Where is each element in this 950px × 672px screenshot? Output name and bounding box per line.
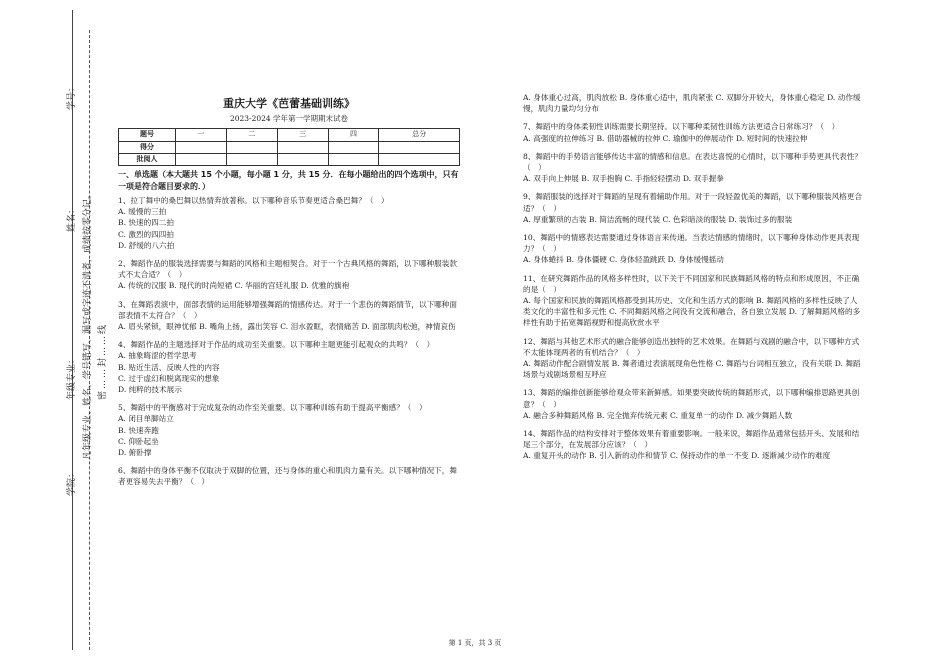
answer-option: A. 缓慢的三拍 [118, 207, 167, 217]
left-column [118, 98, 460, 488]
question-item [118, 402, 460, 458]
question-item [523, 336, 865, 381]
name-label: 姓名： [67, 204, 77, 232]
answer-option: A. 舞蹈动作配合剧情发展 B. 舞者通过表演展现角色性格 C. 舞蹈与台词相互独立，没有关联 D. 舞蹈场景与戏剧场景相互呼应 [523, 359, 861, 380]
answer-option: A. 传统的汉服 B. 现代的时尚短裙 C. 华丽的宫廷礼服 D. 优雅的旗袍 [118, 281, 350, 291]
question-item [523, 151, 865, 185]
answer-option: A. 高强度的拉伸练习 B. 借助器械的拉伸 C. 瑜伽中的伸展动作 D. 短时间的快速拉伸 [523, 133, 808, 143]
question-item [118, 465, 460, 487]
answer-option: D. 舒缓的八六拍 [118, 240, 175, 250]
question-item [523, 387, 865, 421]
question-text: 7、舞蹈中的身体柔韧性训练需要长期坚持。以下哪种柔韧性训练方法更适合日常练习？（ ） [523, 122, 840, 132]
answer-option: C. 过于虚幻和脱离现实的想象 [118, 373, 220, 383]
exam-title: 重庆大学《芭蕾基础训练》 [223, 97, 355, 110]
seal-text: 密……封……线 [98, 322, 108, 400]
score-header-cell: 三 [277, 129, 328, 141]
question-item [118, 339, 460, 395]
question-text: 9、舞蹈服装的选择对于舞蹈的呈现有着辅助作用。对于一段轻盈优美的舞蹈，以下哪种服装风格更合适？（ ） [523, 192, 862, 213]
question-item [118, 299, 460, 333]
question-text: 12、舞蹈与其他艺术形式的融合能够创造出独特的艺术效果。在舞蹈与戏剧的融合中，以下哪种方式不太能体现两者的有机结合？（ ） [523, 336, 860, 357]
score-cell [277, 141, 328, 153]
question-text: 4、舞蹈作品的主题选择对于作品的成功至关重要。以下哪种主题更能引起观众的共鸣？（ ） [118, 340, 435, 350]
question-item [523, 191, 865, 225]
question-text: 10、舞蹈中的情感表达需要通过身体语言来传递。当表达情感的情绪时，以下哪种身体动作更具表现力？（ ） [523, 233, 860, 254]
answer-option: B. 贴近生活、反映人性的内容 [118, 362, 220, 372]
score-cell [379, 141, 460, 153]
question-item [523, 428, 865, 462]
answer-option: A. 融合多种舞蹈风格 B. 完全抛弃传统元素 C. 重复单一的动作 D. 减少舞蹈人数 [523, 410, 793, 420]
answer-option: C. 激烈的四四拍 [118, 229, 174, 239]
question-text: 14、舞蹈作品的结构安排对于整体效果有着重要影响。一般来说，舞蹈作品通常包括开头、发展和结尾三个部分，在发展部分应该？（ ） [523, 429, 860, 450]
answer-option: A. 抽象晦涩的哲学思考 [118, 351, 197, 361]
grade-major-label: 年级专业： [67, 354, 77, 400]
question-text: 8、舞蹈中的手势语言能够传达丰富的情感和信息。在表达喜悦的心情时，以下哪种手势更具代表性？（ ） [523, 151, 862, 173]
right-column [523, 92, 865, 462]
question-item [118, 195, 460, 251]
answer-option: A. 厚重繁琐的古装 B. 简洁流畅的现代装 C. 色彩暗淡的服装 D. 装饰过多的服装 [523, 214, 793, 224]
score-row-label: 得分 [119, 141, 176, 153]
question-list [523, 92, 865, 462]
score-cell [176, 141, 227, 153]
score-cell [328, 141, 379, 153]
binding-strip [0, 0, 108, 672]
question-text: 11、在研究舞蹈作品的风格多样性时，以下关于不同国家和民族舞蹈风格的特点和形成原因，不正确的是（ ） [523, 273, 860, 294]
answer-option: C. 仰卧起坐 [118, 436, 159, 446]
score-header-cell: 四 [328, 129, 379, 141]
question-item [523, 92, 865, 114]
section-heading: 一、单选题（本大题共 15 个小题，每小题 1 分，共 15 分．在每小题给出的四个选项中，只有一项是符合题目要求的．） [118, 170, 459, 192]
question-item [523, 232, 865, 266]
answer-option: D. 俯卧撑 [118, 448, 152, 458]
answer-option: A. 身体重心过高，肌肉放松 B. 身体重心适中，肌肉紧张 C. 双脚分开较大，身体重心稳定 D. 动作缓慢，肌肉力量均匀分布 [523, 93, 861, 114]
question-text: 6、舞蹈中的身体平衡不仅取决于双脚的位置，还与身体的重心和肌肉力量有关。以下哪种情况下，舞者更容易失去平衡？（ ） [118, 466, 457, 487]
score-cell [176, 153, 227, 165]
question-text: 1、拉丁舞中的桑巴舞以热情奔放著称。以下哪种音乐节奏更适合桑巴舞？（ ） [118, 196, 389, 206]
answer-option: D. 纯粹的技术展示 [118, 385, 182, 395]
answer-option: A. 重复开头的动作 B. 引入新的动作和情节 C. 保持动作的单一不变 D. 逐渐减少动作的难度 [523, 451, 831, 461]
answer-option: B. 快速的四二拍 [118, 218, 174, 228]
answer-option: A. 身体蜷抖 B. 身体僵硬 C. 身体轻盈跳跃 D. 身体缓慢摇动 [523, 255, 724, 265]
score-header-cell: 总分 [379, 129, 460, 141]
score-header-cell: 题号 [119, 129, 176, 141]
question-item [523, 121, 865, 143]
question-text: 3、在舞蹈表演中，面部表情的运用能够增强舞蹈的情感传达。对于一个悲伤的舞蹈情节，以下哪种面部表情不太符合？（ ） [118, 299, 457, 320]
question-item [118, 258, 460, 292]
exam-subtitle: 2023-2024 学年第一学期期末试卷 [229, 114, 349, 124]
score-cell [226, 153, 277, 165]
answer-option: A. 双手向上伸展 B. 双手抱胸 C. 手指轻轻摆动 D. 双手握拳 [523, 174, 724, 184]
answer-option: A. 每个国家和民族的舞蹈风格都受到其历史、文化和生活方式的影响 B. 舞蹈风格的多样性反映了人类文化的丰富性和多元性 C. 不同舞蹈风格之间没有交流和融合，各自独立发展 D. 了解舞蹈风格的多样性有助于拓宽舞蹈视野和提高欣赏水平 [523, 296, 861, 328]
score-cell [328, 153, 379, 165]
answer-option: A. 闭目单脚站立 [118, 414, 174, 424]
score-table [118, 128, 460, 166]
notice-text: 凡年级专业、姓名、学号错写、漏写或字迹不清者，成绩按零分记。 [83, 189, 93, 460]
score-header-cell: 二 [226, 129, 277, 141]
question-text: 2、舞蹈作品的服装选择需要与舞蹈的风格和主题相契合。对于一个古典风格的舞蹈，以下哪种服装款式不太合适？（ ） [118, 259, 457, 280]
question-text: 13、舞蹈的编排创新能够给观众带来新鲜感。如果要突破传统的舞蹈形式，以下哪种编排思路更具创意？（ ） [523, 388, 860, 409]
score-cell [379, 153, 460, 165]
answer-option: A. 眉头紧锁，眼神忧郁 B. 嘴角上扬，露出笑容 C. 泪水盈眶，表情痛苦 D. 面部肌肉松弛，神情哀伤 [118, 322, 456, 332]
question-text: 5、舞蹈中的平衡感对于完成复杂的动作至关重要。以下哪种训练有助于提高平衡感？（ ） [118, 403, 427, 413]
score-header-cell: 一 [176, 129, 227, 141]
question-list [118, 195, 460, 488]
school-label: 学院： [67, 468, 77, 496]
page-number: 第 1 页，共 3 页 [448, 639, 502, 647]
grader-row-label: 批阅人 [119, 153, 176, 165]
score-cell [277, 153, 328, 165]
student-id-label: 学号： [67, 82, 77, 110]
answer-option: B. 快速奔跑 [118, 425, 159, 435]
score-cell [226, 141, 277, 153]
question-item [523, 273, 865, 329]
